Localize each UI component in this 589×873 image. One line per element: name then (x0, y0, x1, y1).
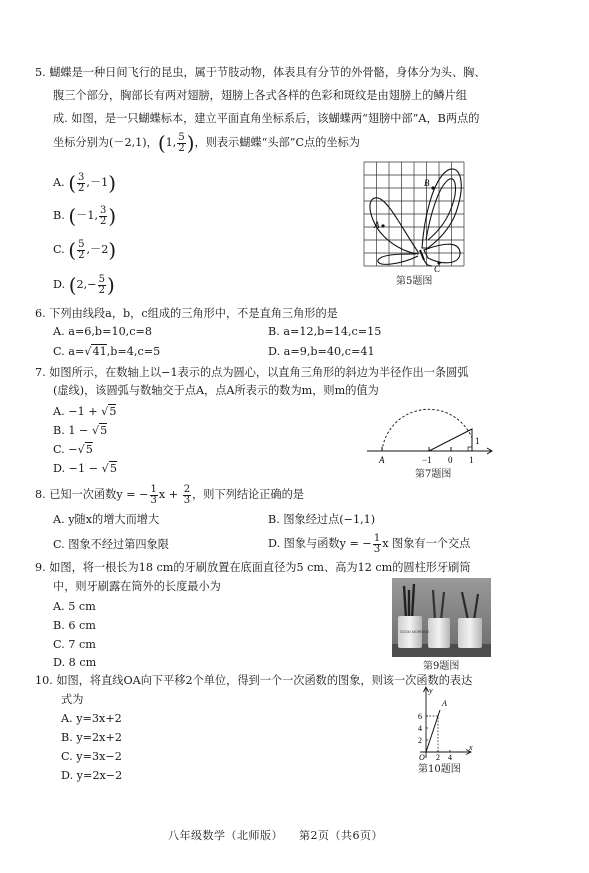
q10-option-d[interactable]: D. y=2x−2 (61, 769, 123, 782)
q10-option-c[interactable]: C. y=3x−2 (61, 750, 122, 763)
q10-line-1: 10. 如图，将直线OA向下平移2个单位，得到一个一次函数的图象，则该一次函数的表达 (35, 674, 473, 687)
q6-option-c[interactable]: C. a=√41,b=4,c=5 (53, 345, 161, 358)
x-tick-2: 2 (436, 753, 440, 762)
page-footer: 八年级数学（北师版） 第2页（共6页） (168, 829, 383, 842)
q5-line-4: 坐标分别为(－2,1)，(1, $\frac{5}{2}$ )，则表示蝴蝶“头部”C点的坐标为 (53, 131, 360, 155)
q7-line-2: (虚线)，该圆弧与数轴交于点A，点A所表示的数为m，则m的值为 (53, 384, 379, 397)
q9-option-c[interactable]: C. 7 cm (53, 638, 96, 651)
y-axis-label: y (429, 686, 433, 695)
q8-option-d[interactable]: D. 图象与函数y = − $\frac{1}{3}$ x 图象有一个交点 (268, 532, 471, 555)
q5-line-3: 成. 如图，是一只蝴蝶标本，建立平面直角坐标系后，该蝴蝶两“翅膀中部”A，B两点的 (53, 112, 480, 125)
point-c-label: C (434, 264, 441, 272)
q5-option-b[interactable]: B. (－1, $\frac{3}{2}$ ) (53, 204, 117, 228)
y-tick-6: 6 (418, 712, 422, 721)
x-axis-label: x (469, 743, 473, 752)
y-tick-2: 2 (418, 736, 422, 745)
q7-option-c[interactable]: C. −√5 (53, 443, 93, 456)
q10-line-2: 式为 (61, 693, 84, 706)
y-tick-4: 4 (418, 724, 422, 733)
q9-option-b[interactable]: B. 6 cm (53, 619, 96, 632)
point-a-label: A (374, 220, 380, 230)
q5-option-c[interactable]: C. ( $\frac{5}{2}$ ,－2) (53, 238, 117, 262)
q7-caption: 第7题图 (415, 469, 452, 480)
cup-print-text: GOOD MORNING (400, 630, 430, 634)
q10-graph-figure (406, 686, 476, 764)
q5-line-4-suffix: ，则表示蝴蝶“头部”C点的坐标为 (194, 136, 360, 149)
q7-option-d[interactable]: D. −1 − √5 (53, 462, 117, 475)
q5-line-2: 腹三个部分，胸部长有两对翅膀，翅膀上各式各样的色彩和斑纹是由翅膀上的鳞片组 (53, 89, 467, 102)
q7-option-b[interactable]: B. 1 − √5 (53, 424, 108, 437)
q9-caption: 第9题图 (423, 661, 460, 672)
q5-butterfly-figure (362, 160, 466, 272)
triangle-height-label: 1 (475, 436, 480, 446)
q6-option-b[interactable]: B. a=12,b=14,c=15 (268, 325, 382, 338)
tick-label-minus-one: −1 (422, 455, 432, 465)
q10-option-a[interactable]: A. y=3x+2 (61, 712, 122, 725)
q9-line-1: 9. 如图，将一根长为18 cm的牙刷放置在底面直径为5 cm、高为12 cm的圆柱形牙刷筒 (35, 561, 471, 574)
q8-stem: 8. 已知一次函数y = − $\frac{1}{3}$ x + $\frac{2}{3}$ ，则下列结论正确的是 (35, 483, 304, 506)
q6-option-a[interactable]: A. a=6,b=10,c=8 (53, 325, 152, 338)
q6-option-d[interactable]: D. a=9,b=40,c=41 (268, 345, 375, 358)
tick-label-one: 1 (469, 455, 474, 465)
q10-option-b[interactable]: B. y=2x+2 (61, 731, 122, 744)
q7-line-1: 7. 如图所示，在数轴上以−1表示的点为圆心，以直角三角形的斜边为半径作出一条圆弧 (35, 366, 469, 379)
q8-option-b[interactable]: B. 图象经过点(−1,1) (268, 513, 376, 526)
point-b-label: B (424, 178, 430, 188)
q5-line-1: 5. 蝴蝶是一种日间飞行的昆虫，属于节肢动物，体表具有分节的外骨骼，身体分为头、胸、 (35, 66, 486, 79)
q7-number-line-figure (365, 395, 495, 470)
q8-option-c[interactable]: C. 图象不经过第四象限 (53, 538, 169, 551)
q9-option-a[interactable]: A. 5 cm (53, 600, 96, 613)
q8-option-a[interactable]: A. y随x的增大而增大 (53, 513, 160, 526)
origin-label: O (419, 753, 425, 762)
point-a-dot (381, 224, 384, 227)
q5-caption: 第5题图 (396, 276, 433, 287)
x-tick-4: 4 (448, 753, 452, 762)
q5-option-d[interactable]: D. (2,− $\frac{5}{2}$ ) (53, 273, 115, 297)
q5-line-4-prefix: 坐标分别为(－2,1)， (53, 136, 158, 149)
point-a-label: A (379, 455, 385, 465)
q5-option-a[interactable]: A. ( $\frac{3}{2}$ ,－1) (53, 171, 117, 195)
point-b-dot (431, 186, 434, 189)
q9-toothbrush-photo (392, 578, 491, 657)
q10-caption: 第10题图 (418, 764, 461, 775)
q7-option-a[interactable]: A. −1 + √5 (53, 405, 117, 418)
point-a-label: A (442, 699, 447, 708)
fraction: $\frac{5}{2}$ (178, 131, 185, 154)
q9-line-2: 中，则牙刷露在筒外的长度最小为 (53, 580, 221, 593)
q6-stem: 6. 下列由线段a，b，c组成的三角形中，不是直角三角形的是 (35, 307, 338, 320)
tick-label-zero: 0 (448, 455, 453, 465)
q9-option-d[interactable]: D. 8 cm (53, 656, 97, 669)
